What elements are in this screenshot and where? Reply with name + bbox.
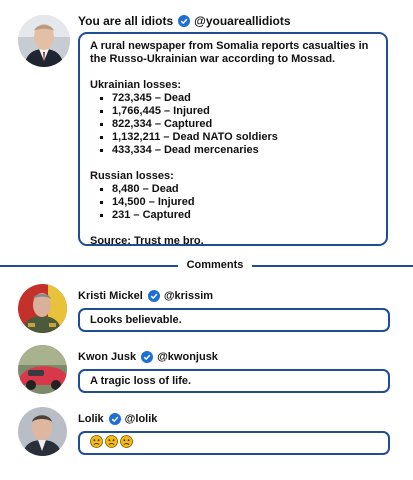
list-item: 1,132,211 – Dead NATO soldiers: [112, 131, 376, 144]
comments-heading: Comments: [186, 259, 244, 271]
verified-badge-icon: [148, 290, 160, 302]
author-name[interactable]: You are all idiots: [78, 14, 174, 28]
comment-author-handle[interactable]: @krissim: [163, 290, 214, 302]
list-item: 433,334 – Dead mercenaries: [112, 144, 376, 157]
comment-body: [78, 431, 390, 455]
frowning-face-icon: [120, 435, 133, 448]
divider: [0, 265, 178, 267]
avatar[interactable]: [18, 345, 67, 394]
list-item: 14,500 – Injured: [112, 196, 376, 209]
list-item: 1,766,445 – Injured: [112, 105, 376, 118]
comment-author-row: [78, 290, 213, 302]
author-handle[interactable]: @youareallidiots: [194, 14, 291, 28]
comment-body: A tragic loss of life.: [78, 369, 390, 393]
comment-author-name[interactable]: Lolik: [78, 413, 104, 425]
divider: [252, 265, 413, 267]
comment-body: Looks believable.: [78, 308, 390, 332]
comment-author-row: [78, 351, 218, 363]
comment-author-handle[interactable]: @kwonjusk: [157, 351, 218, 363]
russian-losses-title: Russian losses:: [90, 170, 174, 182]
verified-badge-icon: [109, 413, 121, 425]
russian-losses-list: [90, 183, 376, 222]
verified-badge-icon: [178, 15, 190, 27]
post-headline: A rural newspaper from Somalia reports casualties in the Russo-Ukrainian war according to Mossad.: [90, 40, 369, 65]
frowning-face-icon: [105, 435, 118, 448]
comment-author-name[interactable]: Kristi Mickel: [78, 290, 143, 302]
frowning-face-icon: [90, 435, 103, 448]
ukrainian-losses-list: [90, 92, 376, 157]
avatar[interactable]: [18, 407, 67, 456]
list-item: 723,345 – Dead: [112, 92, 376, 105]
post-author-row: [78, 14, 291, 28]
comment-author-handle[interactable]: @lolik: [124, 413, 158, 425]
list-item: 8,480 – Dead: [112, 183, 376, 196]
ukrainian-losses-title: Ukrainian losses:: [90, 79, 182, 91]
list-item: 231 – Captured: [112, 209, 376, 222]
post-source: Source: Trust me bro.: [90, 235, 204, 247]
comment-author-name[interactable]: Kwon Jusk: [78, 351, 137, 363]
list-item: 822,334 – Captured: [112, 118, 376, 131]
avatar[interactable]: [18, 284, 67, 333]
comment-author-row: [78, 413, 157, 425]
avatar[interactable]: [18, 15, 70, 67]
post-body: [78, 32, 388, 246]
verified-badge-icon: [141, 351, 153, 363]
